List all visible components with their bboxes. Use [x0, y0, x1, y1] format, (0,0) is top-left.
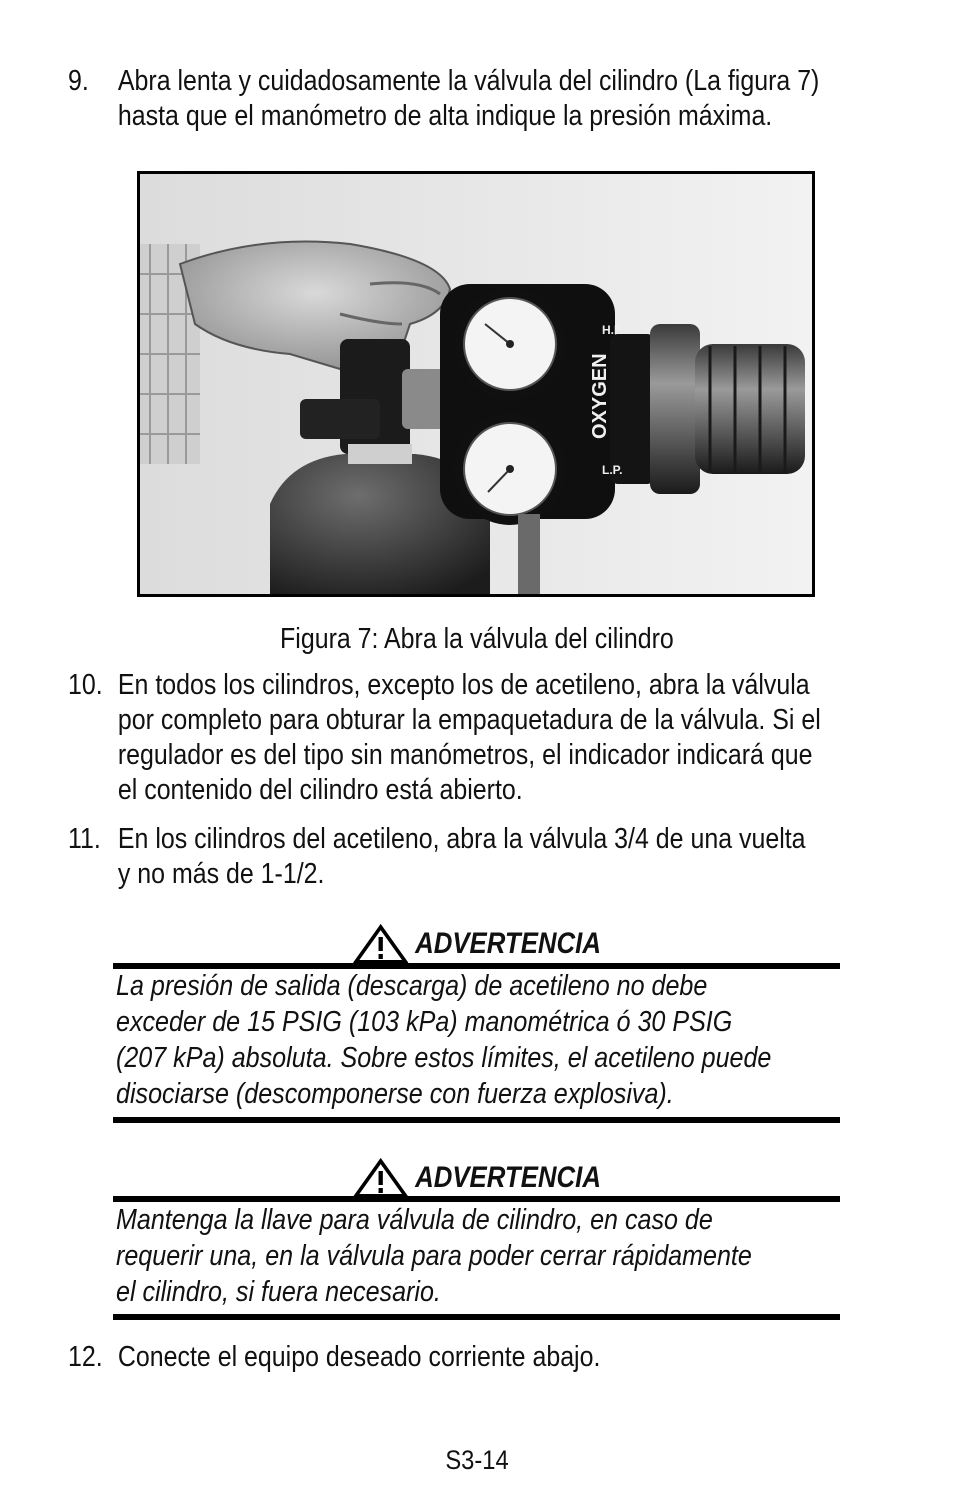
- step-11: [68, 822, 806, 892]
- warning-2-body: [116, 1202, 843, 1310]
- step-number: 10.: [68, 669, 103, 701]
- page-number: S3-14: [445, 1445, 509, 1475]
- step-text-line: hasta que el manómetro de alta indique la presión máxima.: [117, 100, 773, 132]
- step-text-line: Conecte el equipo deseado corriente abajo.: [117, 1341, 601, 1373]
- step-9: [68, 64, 820, 134]
- oxygen-label: OXYGEN: [589, 353, 611, 439]
- step-number: 11.: [68, 823, 101, 855]
- figure-caption: Figura 7: Abra la válvula del cilindro: [280, 623, 674, 655]
- step-text-line: el contenido del cilindro está abierto.: [117, 774, 523, 806]
- warning-2-bottom-rule: [113, 1314, 840, 1320]
- warning-text-line: La presión de salida (descarga) de acetileno no debe: [116, 970, 708, 1002]
- step-text-line: y no más de 1-1/2.: [117, 858, 325, 890]
- step-12: [68, 1340, 773, 1375]
- step-text-line: En todos los cilindros, excepto los de acetileno, abra la válvula: [117, 669, 810, 701]
- step-10: [68, 668, 821, 808]
- low-pressure-label: L.P.: [602, 463, 623, 477]
- step-text-line: por completo para obturar la empaquetadura de la válvula. Si el: [117, 704, 821, 736]
- warning-text-line: exceder de 15 PSIG (103 kPa) manométrica ó 30 PSIG: [116, 1006, 733, 1038]
- warning-text-line: (207 kPa) absoluta. Sobre estos límites, el acetileno puede: [116, 1042, 772, 1074]
- warning-1-body: [116, 968, 843, 1112]
- warning-text-line: Mantenga la llave para válvula de cilindro, en caso de: [116, 1204, 713, 1236]
- warning-1-title: ADVERTENCIA: [0, 924, 954, 973]
- warning-triangle-icon: [353, 1158, 408, 1198]
- warning-2-title: ADVERTENCIA: [0, 1158, 954, 1207]
- step-text-line: Abra lenta y cuidadosamente la válvula del cilindro (La figura 7): [117, 65, 820, 97]
- high-pressure-label: H.P.: [602, 323, 624, 337]
- warning-text-line: disociarse (descomponerse con fuerza explosiva).: [116, 1078, 674, 1110]
- step-text-line: regulador es del tipo sin manómetros, el indicador indicará que: [117, 739, 813, 771]
- warning-1-bottom-rule: [113, 1117, 840, 1123]
- step-number: 12.: [68, 1341, 103, 1373]
- figure-7-photo: [137, 171, 815, 597]
- warning-triangle-icon: [353, 924, 408, 964]
- step-text-line: En los cilindros del acetileno, abra la válvula 3/4 de una vuelta: [117, 823, 806, 855]
- step-number: 9.: [68, 65, 89, 97]
- warning-text-line: el cilindro, si fuera necesario.: [116, 1276, 441, 1308]
- warning-text-line: requerir una, en la válvula para poder cerrar rápidamente: [116, 1240, 752, 1272]
- regulator-illustration: [140, 174, 812, 594]
